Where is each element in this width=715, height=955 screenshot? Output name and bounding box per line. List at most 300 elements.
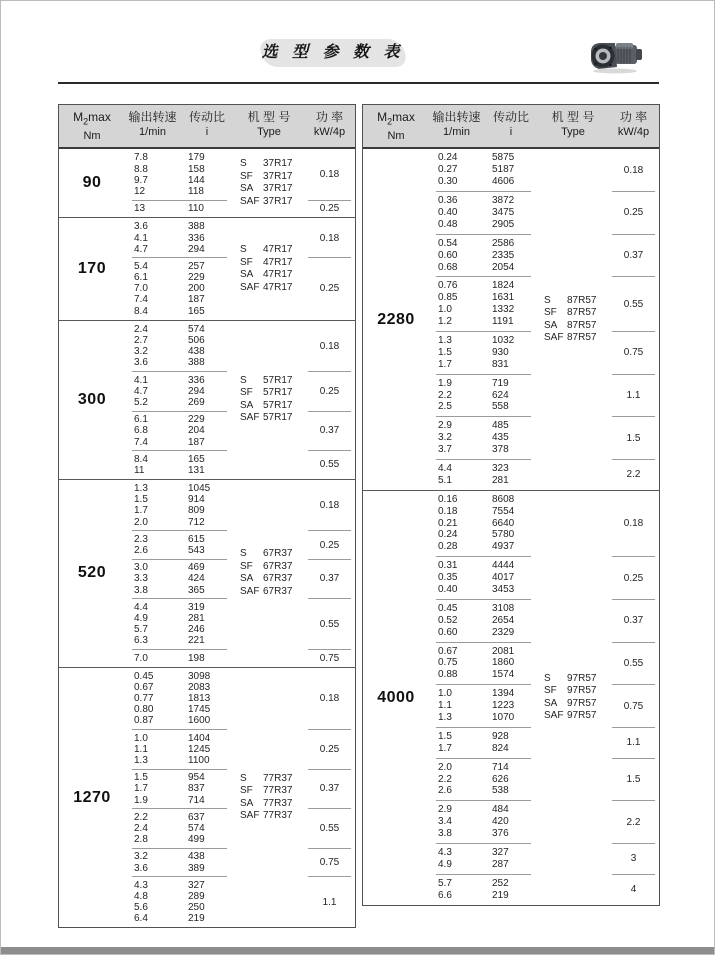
transmission-ratio-value: 809	[188, 505, 205, 517]
transmission-ratio-value: 165	[188, 305, 205, 317]
power-value: 1.1	[626, 389, 641, 401]
power-separator	[612, 234, 655, 235]
type-designation	[240, 412, 304, 425]
output-speed-value: 3.6	[134, 221, 148, 233]
torque-group-520	[59, 479, 355, 667]
type-list	[538, 494, 608, 902]
transmission-ratio-value: 204	[188, 425, 205, 437]
output-speed-value: 6.6	[438, 889, 452, 901]
transmission-ratio-value: 3872	[492, 195, 515, 207]
power-separator	[612, 684, 655, 685]
speed-ratio-separator	[436, 599, 531, 600]
transmission-ratio-value: 1745	[188, 704, 211, 716]
column-header-top: 机 型 号	[551, 110, 595, 124]
output-speed-value: 2.6	[134, 545, 148, 557]
type-list	[234, 671, 304, 925]
table-header	[59, 105, 355, 149]
type-prefix: SF	[240, 170, 253, 182]
type-prefix: S	[240, 548, 247, 560]
type-model: 77R37	[263, 772, 293, 784]
output-speed-value: 12	[134, 185, 146, 197]
transmission-ratio-value: 187	[188, 294, 205, 306]
transmission-ratio-value: 1574	[492, 669, 515, 681]
type-prefix: SAF	[240, 412, 260, 424]
column-header-top: 传动比	[492, 110, 529, 124]
type-prefix: SA	[240, 269, 254, 281]
speed-ratio-separator	[132, 598, 227, 599]
column-header-power	[608, 110, 659, 143]
output-speed-value: 4.3	[438, 847, 452, 859]
transmission-ratio-value: 269	[188, 396, 205, 408]
transmission-ratio-value: 574	[188, 822, 205, 834]
output-speed-value: 2.4	[134, 323, 148, 335]
type-model: 97R57	[567, 685, 597, 697]
type-designation	[544, 710, 608, 723]
output-speed-value: 0.21	[438, 517, 458, 529]
type-designation	[544, 685, 608, 698]
speed-ratio-separator	[436, 684, 531, 685]
power-value: 0.75	[319, 857, 340, 869]
column-header-unit: Type	[561, 126, 585, 138]
output-speed-value: 1.2	[438, 316, 452, 328]
type-model: 57R17	[263, 387, 293, 399]
output-speed-value: 2.9	[438, 804, 452, 816]
right-parameter-table	[362, 104, 660, 906]
output-speed-value: 4.4	[134, 601, 148, 613]
type-prefix: SAF	[240, 585, 260, 597]
transmission-ratio-value: 2654	[492, 614, 515, 626]
speed-ratio-separator	[132, 649, 227, 650]
type-designation	[240, 785, 304, 798]
type-designation	[240, 196, 304, 209]
torque-group-300	[59, 320, 355, 479]
type-designation	[544, 332, 608, 345]
transmission-ratio-value: 179	[188, 152, 205, 164]
output-speed-value: 11	[134, 464, 145, 476]
transmission-ratio-value: 388	[188, 357, 205, 369]
type-prefix: S	[240, 374, 247, 386]
transmission-ratio-value: 435	[492, 432, 509, 444]
type-model: 87R57	[567, 307, 597, 319]
output-speed-value: 13	[134, 203, 146, 215]
transmission-ratio-value: 158	[188, 163, 205, 175]
type-prefix: SAF	[544, 710, 564, 722]
transmission-ratio-value: 3098	[188, 670, 211, 682]
transmission-ratio-value: 2081	[492, 645, 515, 657]
torque-value: 1270	[73, 788, 111, 806]
transmission-ratio-value: 281	[492, 474, 509, 486]
power-value: 0.18	[623, 517, 644, 529]
type-prefix: SF	[240, 387, 253, 399]
output-speed-value: 2.6	[438, 785, 452, 797]
transmission-ratio-value: 289	[188, 890, 205, 902]
output-speed-value: 2.2	[438, 773, 452, 785]
power-separator	[612, 800, 655, 801]
power-separator	[308, 848, 351, 849]
type-prefix: S	[544, 294, 551, 306]
power-separator	[612, 276, 655, 277]
type-designation	[240, 810, 304, 823]
output-speed-value: 2.2	[134, 811, 148, 823]
column-header-unit: Nm	[83, 130, 101, 143]
output-speed-value: 4.1	[134, 374, 148, 386]
output-speed-value: 9.7	[134, 174, 148, 186]
power-separator	[612, 599, 655, 600]
output-speed-value: 1.5	[438, 730, 452, 742]
transmission-ratio-value: 837	[188, 783, 205, 795]
power-separator	[308, 876, 351, 877]
output-speed-value: 0.18	[438, 505, 458, 517]
transmission-ratio-value: 719	[492, 377, 509, 389]
output-speed-value: 2.2	[438, 389, 452, 401]
type-designation	[544, 673, 608, 686]
power-value: 2.2	[626, 816, 641, 828]
output-speed-value: 0.24	[438, 529, 458, 541]
transmission-ratio-value: 954	[188, 772, 205, 784]
torque-value: 300	[77, 390, 107, 408]
transmission-ratio-value: 714	[188, 794, 205, 806]
column-header-unit: kW/4p	[313, 126, 346, 138]
power-value: 2.2	[626, 469, 641, 481]
output-speed-value: 6.3	[134, 635, 148, 647]
output-speed-value: 0.40	[438, 584, 458, 595]
type-designation	[240, 269, 304, 282]
transmission-ratio-value: 3475	[492, 206, 515, 218]
output-speed-value: 4.7	[134, 385, 148, 397]
transmission-ratio-value: 626	[492, 773, 509, 785]
transmission-ratio-value: 323	[492, 462, 509, 474]
torque-group-4000	[363, 490, 659, 905]
transmission-ratio-value: 6640	[492, 517, 515, 529]
transmission-ratio-value: 424	[188, 573, 205, 585]
transmission-ratio-value: 1824	[492, 280, 515, 292]
speed-ratio-separator	[132, 769, 227, 770]
column-header-type	[234, 110, 304, 143]
power-value: 1.5	[626, 774, 641, 786]
transmission-ratio-value: 4017	[492, 572, 515, 584]
output-speed-value: 3.3	[134, 573, 148, 585]
speed-ratio-separator	[132, 848, 227, 849]
output-speed-value: 0.52	[438, 614, 458, 626]
power-value: 0.18	[319, 169, 340, 181]
column-header-top: 输出转速	[128, 110, 177, 124]
output-speed-value: 7.8	[134, 152, 148, 164]
transmission-ratio-value: 388	[188, 221, 205, 233]
output-speed-value: 4.4	[438, 462, 452, 474]
output-speed-value: 0.24	[438, 152, 458, 164]
output-speed-value: 3.2	[438, 432, 452, 444]
transmission-ratio-value: 5187	[492, 164, 515, 176]
transmission-ratio-value: 930	[492, 346, 509, 358]
output-speed-value: 3.7	[438, 444, 452, 456]
table-header	[363, 105, 659, 149]
transmission-ratio-value: 118	[188, 185, 204, 197]
type-model: 97R57	[567, 672, 597, 684]
transmission-ratio-value: 219	[492, 889, 509, 901]
column-header-top: 机 型 号	[247, 110, 291, 124]
power-separator	[308, 729, 351, 730]
output-speed-value: 1.5	[134, 494, 148, 506]
power-separator	[612, 642, 655, 643]
speed-ratio-separator	[436, 374, 531, 375]
output-speed-value: 0.48	[438, 218, 458, 230]
output-speed-value: 1.9	[134, 794, 148, 806]
torque-group-90	[59, 149, 355, 217]
transmission-ratio-value: 252	[492, 877, 509, 889]
output-speed-value: 3.4	[438, 816, 452, 828]
torque-group-2280	[363, 149, 659, 489]
output-speed-value: 2.5	[438, 401, 452, 413]
output-speed-value: 2.7	[134, 335, 148, 347]
torque-group-170	[59, 217, 355, 320]
transmission-ratio-value: 538	[492, 785, 509, 797]
power-separator	[308, 257, 351, 258]
output-speed-value: 1.3	[134, 483, 148, 495]
output-speed-value: 4.8	[134, 890, 148, 902]
speed-ratio-separator	[132, 530, 227, 531]
output-speed-value: 2.0	[438, 761, 452, 773]
speed-ratio-separator	[436, 276, 531, 277]
type-prefix: SA	[240, 797, 254, 809]
speed-ratio-separator	[132, 411, 227, 412]
type-designation	[544, 295, 608, 308]
output-speed-value: 7.0	[134, 652, 148, 664]
output-speed-value: 0.40	[438, 206, 458, 218]
type-model: 87R57	[567, 332, 597, 344]
output-speed-value: 1.0	[134, 732, 148, 744]
output-speed-value: 0.80	[134, 704, 154, 716]
type-model: 57R17	[263, 399, 293, 411]
transmission-ratio-value: 2329	[492, 626, 515, 638]
output-speed-value: 0.67	[438, 645, 458, 657]
column-header-ratio	[180, 110, 234, 143]
transmission-ratio-value: 3453	[492, 584, 515, 595]
power-separator	[308, 450, 351, 451]
output-speed-value: 0.28	[438, 541, 458, 553]
power-separator	[612, 874, 655, 875]
transmission-ratio-value: 4606	[492, 176, 515, 188]
transmission-ratio-value: 131	[188, 464, 205, 476]
transmission-ratio-value: 574	[188, 323, 205, 335]
output-speed-value: 0.16	[438, 493, 458, 505]
type-designation	[240, 586, 304, 599]
transmission-ratio-value: 378	[492, 444, 509, 456]
power-value: 0.25	[319, 283, 340, 295]
power-value: 0.75	[319, 652, 340, 664]
transmission-ratio-value: 928	[492, 730, 509, 742]
transmission-ratio-value: 420	[492, 816, 509, 828]
transmission-ratio-value: 7554	[492, 505, 515, 517]
column-header-torque	[59, 110, 125, 143]
type-designation	[240, 158, 304, 171]
column-header-unit: 1/min	[139, 126, 166, 138]
transmission-ratio-value: 365	[188, 584, 205, 596]
power-value: 1.1	[322, 896, 337, 908]
page-title: 选 型 参 数 表	[261, 44, 405, 61]
output-speed-value: 4.9	[134, 612, 148, 624]
type-model: 47R17	[263, 281, 293, 293]
transmission-ratio-value: 1332	[492, 304, 515, 316]
transmission-ratio-value: 1045	[188, 483, 211, 495]
output-speed-value: 6.8	[134, 425, 148, 437]
transmission-ratio-value: 831	[492, 358, 509, 370]
output-speed-value: 4.9	[438, 858, 452, 870]
transmission-ratio-value: 250	[188, 902, 205, 914]
output-speed-value: 1.1	[134, 743, 148, 755]
output-speed-value: 3.2	[134, 346, 148, 358]
type-list	[538, 152, 608, 486]
output-speed-value: 3.6	[134, 357, 148, 369]
power-separator	[308, 598, 351, 599]
output-speed-value: 0.68	[438, 261, 458, 273]
output-speed-value: 0.45	[134, 670, 154, 682]
transmission-ratio-value: 5875	[492, 152, 515, 164]
power-value: 0.25	[319, 203, 340, 215]
transmission-ratio-value: 4937	[492, 541, 515, 553]
type-designation	[240, 387, 304, 400]
type-prefix: SF	[240, 785, 253, 797]
output-speed-value: 3.0	[134, 562, 148, 574]
transmission-ratio-value: 438	[188, 851, 205, 863]
transmission-ratio-value: 389	[188, 862, 205, 874]
type-designation	[240, 244, 304, 257]
column-header-unit: Nm	[387, 130, 405, 143]
type-prefix: SAF	[240, 281, 260, 293]
torque-value: 2280	[377, 310, 415, 328]
transmission-ratio-value: 144	[188, 174, 205, 186]
output-speed-value: 0.75	[438, 657, 458, 669]
power-value: 0.18	[319, 340, 340, 352]
transmission-ratio-value: 484	[492, 804, 509, 816]
speed-ratio-separator	[436, 331, 531, 332]
output-speed-value: 0.60	[438, 626, 458, 638]
type-model: 97R57	[567, 697, 597, 709]
output-speed-value: 5.4	[134, 260, 148, 272]
transmission-ratio-value: 3108	[492, 602, 515, 614]
column-header-speed	[125, 110, 180, 143]
output-speed-value: 5.7	[134, 624, 148, 636]
type-prefix: SF	[544, 685, 557, 697]
column-header-top: $M_2\max$	[73, 110, 111, 127]
type-designation	[240, 561, 304, 574]
output-speed-value: 0.67	[134, 681, 154, 693]
output-speed-value: 8.4	[134, 453, 148, 465]
type-designation	[240, 183, 304, 196]
power-separator	[612, 459, 655, 460]
power-separator	[612, 331, 655, 332]
power-value: 0.75	[623, 347, 644, 359]
subscript: 2	[387, 116, 393, 127]
power-separator	[308, 530, 351, 531]
type-model: 37R17	[263, 158, 293, 170]
power-value: 0.55	[319, 459, 340, 471]
power-value: 0.25	[319, 743, 340, 755]
transmission-ratio-value: 469	[188, 562, 205, 574]
transmission-ratio-value: 4444	[492, 560, 515, 572]
transmission-ratio-value: 376	[492, 828, 509, 840]
type-model: 47R17	[263, 269, 293, 281]
output-speed-value: 1.9	[438, 377, 452, 389]
torque-value: 90	[82, 174, 102, 192]
output-speed-value: 1.7	[134, 505, 148, 517]
output-speed-value: 2.3	[134, 533, 148, 545]
speed-ratio-separator	[132, 729, 227, 730]
type-model: 57R17	[263, 374, 293, 386]
type-designation	[240, 573, 304, 586]
type-designation	[240, 257, 304, 270]
transmission-ratio-value: 1245	[188, 743, 211, 755]
torque-value: 4000	[377, 688, 415, 706]
power-separator	[612, 556, 655, 557]
output-speed-value: 4.3	[134, 879, 148, 891]
transmission-ratio-value: 336	[188, 232, 205, 244]
type-model: 67R37	[263, 573, 293, 585]
column-header-unit: Type	[257, 126, 281, 138]
power-value: 0.55	[623, 657, 644, 669]
output-speed-value: 1.3	[438, 334, 452, 346]
output-speed-value: 0.85	[438, 292, 458, 304]
speed-ratio-separator	[436, 459, 531, 460]
power-value: 0.18	[319, 232, 340, 244]
output-speed-value: 1.7	[134, 783, 148, 795]
column-header-torque	[363, 110, 429, 143]
type-model: 37R17	[263, 195, 293, 207]
type-model: 47R17	[263, 244, 293, 256]
power-separator	[612, 727, 655, 728]
output-speed-value: 1.7	[438, 742, 452, 754]
output-speed-value: 3.8	[134, 584, 148, 596]
speed-ratio-separator	[132, 808, 227, 809]
transmission-ratio-value: 499	[188, 834, 205, 846]
subscript: 2	[83, 116, 89, 127]
power-value: 0.37	[623, 250, 644, 262]
column-header-top: $M_2\max$	[377, 110, 415, 127]
power-separator	[308, 200, 351, 201]
type-designation	[544, 320, 608, 333]
left-parameter-table	[58, 104, 356, 928]
output-speed-value: 6.1	[134, 272, 148, 284]
output-speed-value: 1.3	[438, 712, 452, 724]
speed-ratio-separator	[436, 642, 531, 643]
speed-ratio-separator	[436, 191, 531, 192]
power-value: 0.18	[623, 164, 644, 176]
type-prefix: SA	[240, 573, 254, 585]
transmission-ratio-value: 219	[188, 913, 205, 925]
transmission-ratio-value: 336	[188, 374, 205, 386]
transmission-ratio-value: 1032	[492, 334, 515, 346]
output-speed-value: 1.1	[438, 700, 452, 712]
power-separator	[612, 416, 655, 417]
transmission-ratio-value: 246	[188, 624, 205, 636]
transmission-ratio-value: 712	[188, 516, 205, 528]
type-model: 37R17	[263, 170, 293, 182]
transmission-ratio-value: 624	[492, 389, 509, 401]
speed-ratio-separator	[436, 800, 531, 801]
transmission-ratio-value: 2054	[492, 261, 515, 273]
transmission-ratio-value: 294	[188, 385, 205, 397]
output-speed-value: 1.0	[438, 304, 452, 316]
power-separator	[308, 559, 351, 560]
power-separator	[308, 769, 351, 770]
type-prefix: SF	[544, 307, 557, 319]
power-value: 0.75	[623, 700, 644, 712]
output-speed-value: 2.4	[134, 822, 148, 834]
transmission-ratio-value: 187	[188, 436, 205, 448]
page-bottom-edge	[1, 947, 714, 954]
column-header-unit: i	[205, 126, 209, 138]
speed-ratio-separator	[436, 727, 531, 728]
transmission-ratio-value: 327	[188, 879, 205, 891]
